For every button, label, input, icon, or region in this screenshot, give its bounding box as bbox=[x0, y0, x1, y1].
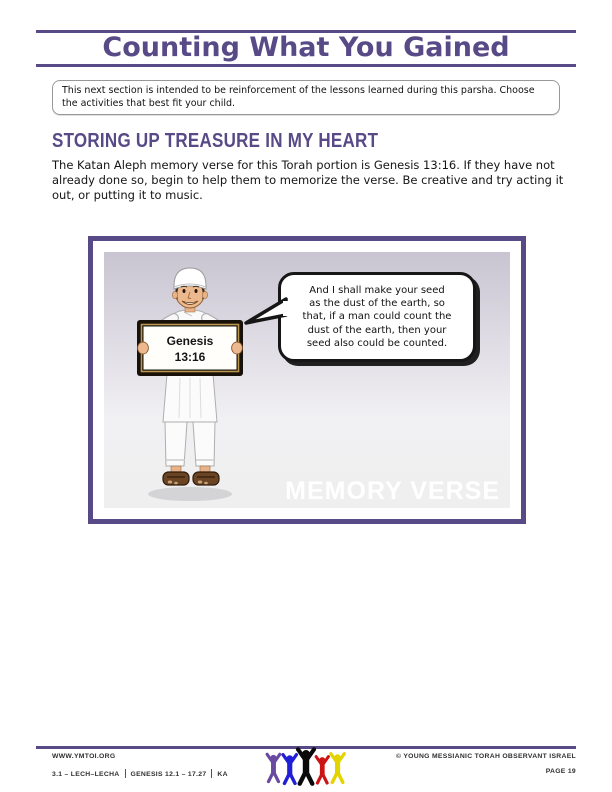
section-body-text: The Katan Aleph memory verse for this Torah portion is Genesis 13:16. If they have not already done so, begin to help them to memorize the verse. Be creative and try acting it out, or putting it to music. bbox=[52, 158, 564, 202]
memory-verse-watermark: MEMORY VERSE bbox=[285, 477, 500, 505]
verse-line: seed also could be counted. bbox=[306, 337, 448, 349]
intro-note-text: This next section is intended to be reinforcement of the lessons learned during this parsha. Choose the activities that best fit your child. bbox=[62, 85, 535, 109]
boy-with-sign-illustration bbox=[134, 258, 246, 504]
footer-lesson-info bbox=[52, 769, 228, 779]
section-heading: STORING UP TREASURE IN MY HEART bbox=[52, 130, 379, 152]
speech-bubble-tail bbox=[244, 295, 288, 329]
sign-text-line2: 13:16 bbox=[174, 350, 206, 364]
figure-canvas bbox=[104, 252, 510, 508]
sign-text-line1: Genesis bbox=[166, 334, 214, 348]
intro-note-box bbox=[52, 80, 560, 115]
footer-right-block bbox=[396, 754, 576, 776]
header-rule-bottom bbox=[36, 64, 576, 67]
separator-bar bbox=[125, 769, 126, 778]
footer-copyright: © YOUNG MESSIANIC TORAH OBSERVANT ISRAEL bbox=[395, 753, 576, 760]
footer-page-number: PAGE 19 bbox=[545, 767, 576, 775]
red-figure-icon bbox=[316, 757, 328, 783]
footer-website: WWW.YMTOI.ORG bbox=[52, 753, 116, 760]
genesis-sign bbox=[137, 320, 243, 376]
footer-lesson-level: KA bbox=[217, 770, 228, 778]
memory-verse-figure bbox=[88, 236, 526, 524]
black-figure-icon bbox=[298, 749, 314, 783]
ymtoi-dancing-figures-logo bbox=[262, 747, 350, 791]
verse-line: as the dust of the earth, so bbox=[309, 298, 445, 310]
verse-line: And I shall make your seed bbox=[309, 285, 445, 296]
footer-lesson-reference: GENESIS 12.1 – 17.27 bbox=[130, 770, 207, 778]
blue-figure-icon bbox=[283, 755, 296, 784]
yellow-figure-icon bbox=[331, 754, 344, 783]
separator-bar bbox=[211, 769, 212, 778]
ground-shadow bbox=[148, 487, 232, 501]
footer-lesson-parsha: 3.1 – LECH–LECHA bbox=[52, 770, 120, 778]
verse-line: that, if a man could count the bbox=[302, 311, 452, 323]
speech-bubble bbox=[278, 272, 476, 362]
page-title: Counting What You Gained bbox=[102, 32, 510, 63]
purple-figure-icon bbox=[267, 754, 280, 781]
verse-line: dust of the earth, then your bbox=[307, 324, 447, 336]
footer-left-block bbox=[52, 754, 228, 779]
